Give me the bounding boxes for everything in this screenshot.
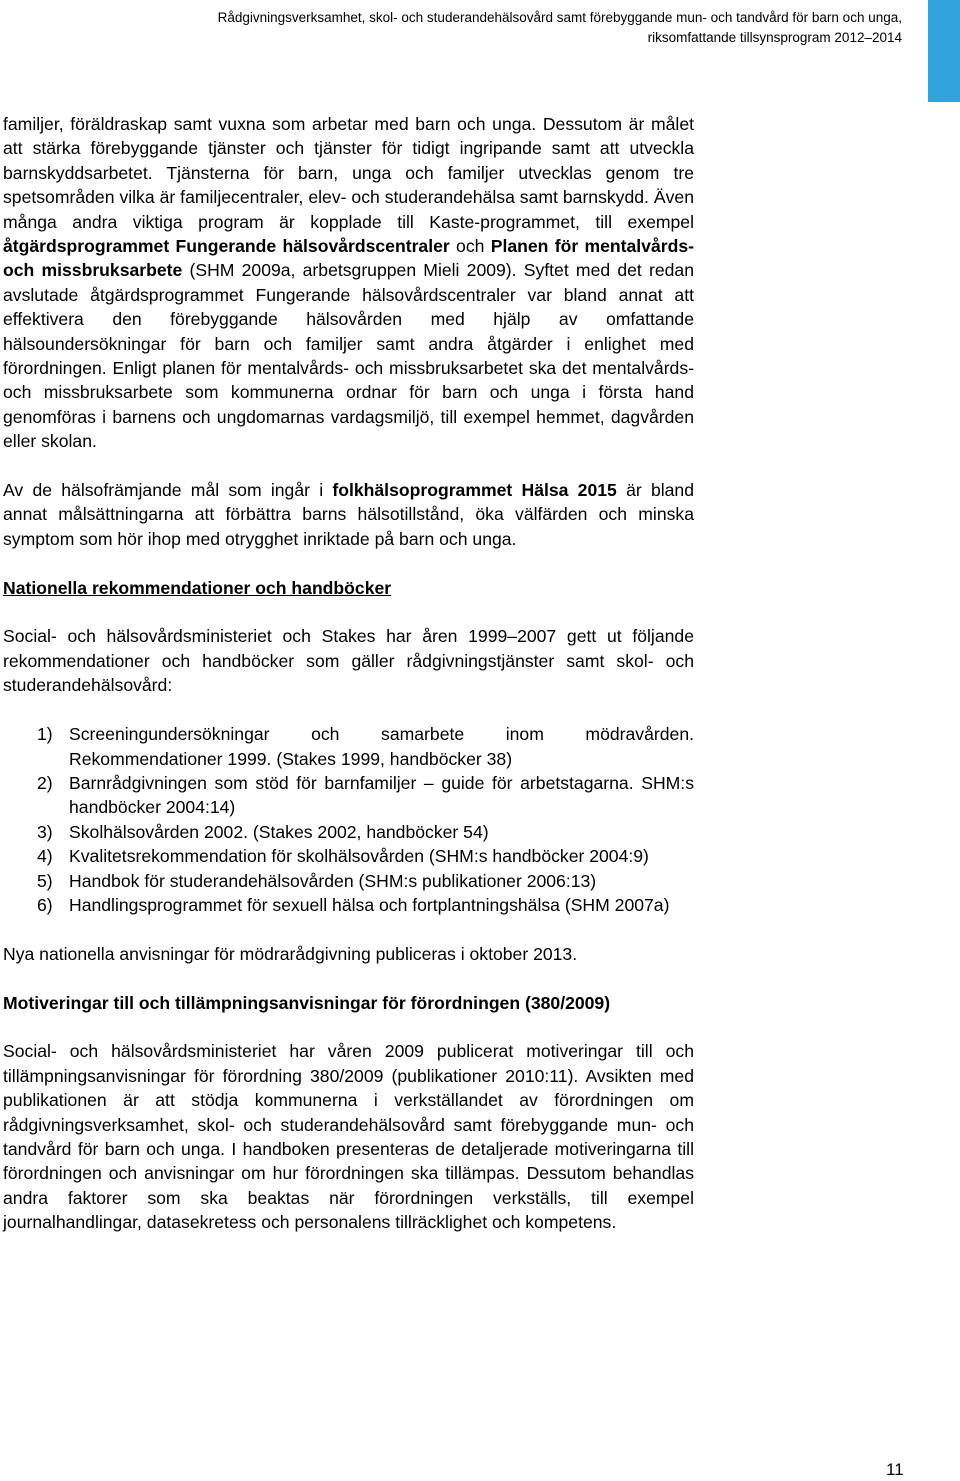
paragraph-text: Av de hälsofrämjande mål som ingår i bbox=[3, 480, 333, 501]
list-item-number: 5) bbox=[37, 870, 53, 891]
section-heading-recommendations: Nationella rekommendationer och handböcker bbox=[3, 577, 392, 598]
list-item-number: 1) bbox=[37, 724, 53, 745]
paragraph-text: och bbox=[449, 236, 491, 257]
paragraph-text: familjer, föräldraskap samt vuxna som arbetar med barn och unga. Dessutom är målet att stärka förebyggande tjänster och tjänster för tidigt ingripande samt att utveckla barnskyddsarbetet. Tjänsterna för barn, unga och familjer utvecklas genom tre spetsområden vilka är familjecentraler, elev- och studerandehälsa samt barnskydd. Även många andra viktiga program är kopplade till Kaste-programmet, till exempel bbox=[3, 114, 694, 232]
bold-term: Planen för mentalvårds- och missbruksarbete bbox=[3, 236, 694, 281]
paragraph-text: (SHM 2009a, arbetsgruppen Mieli 2009). Syftet med det redan avslutade åtgärdsprogrammet Fungerande hälsovårdscentraler var bland annat att effektivera den förebyggande hälsovården med hjälp av omfattande hälsoundersökningar för barn och familjer samt andra åtgärder i enlighet med förordningen. Enligt planen för mentalvårds- och missbruksarbetet ska det mentalvårds- och missbruksarbete som kommunerna ordnar för barn och unga i första hand genomföras i barnens och ungdomarnas vardagsmiljö, till exempel hemmet, dagvården eller skolan. bbox=[3, 260, 694, 452]
list-item-number: 4) bbox=[37, 846, 53, 867]
list-item-number: 6) bbox=[37, 894, 53, 915]
section-heading-motivations: Motiveringar till och tillämpningsanvisningar för förordningen (380/2009) bbox=[3, 992, 611, 1013]
list-item-number: 3) bbox=[37, 821, 53, 842]
document-body bbox=[3, 112, 694, 1235]
paragraph-kaste-programme bbox=[3, 112, 694, 454]
list-item-text: Skolhälsovården 2002. (Stakes 2002, handböcker 54) bbox=[69, 821, 489, 842]
paragraph-public-health bbox=[3, 478, 694, 551]
header-title-line-2: riksomfattande tillsynsprogram 2012–2014 bbox=[647, 30, 902, 45]
list-item bbox=[3, 722, 694, 771]
paragraph-new-guidelines: Nya nationella anvisningar för mödrarådgivning publiceras i oktober 2013. bbox=[3, 943, 578, 964]
paragraph-text: är bland annat målsättningarna att förbättra barns hälsotillstånd, öka välfärden och minska symptom som hör ihop med otrygghet inriktade på barn och unga. bbox=[3, 480, 694, 549]
header-title-line-1: Rådgivningsverksamhet, skol- och studerandehälsovård samt förebyggande mun- och tandvård för barn och unga, bbox=[217, 10, 902, 25]
bold-term: folkhälsoprogrammet Hälsa 2015 bbox=[332, 480, 617, 501]
handbook-list bbox=[3, 722, 694, 917]
list-item-text: Barnrådgivningen som stöd för barnfamiljer – guide för arbetstagarna. SHM:s handböcker 2004:14) bbox=[69, 772, 694, 818]
page-header bbox=[42, 8, 902, 48]
list-item bbox=[3, 844, 694, 868]
bold-term: åtgärdsprogrammet Fungerande hälsovårdscentraler bbox=[3, 236, 450, 257]
list-item-text: Screeningundersökningar och samarbete inom mödravården. Rekommendationer 1999. (Stakes 1999, handböcker 38) bbox=[69, 724, 694, 769]
paragraph-recommendations-intro: Social- och hälsovårdsministeriet och Stakes har åren 1999–2007 gett ut följande rekommendationer och handböcker som gäller rådgivningstjänster samt skol- och studerandehälsovård: bbox=[3, 626, 694, 696]
list-item bbox=[3, 869, 694, 893]
list-item-number: 2) bbox=[37, 772, 53, 793]
paragraph-motivations: Social- och hälsovårdsministeriet har våren 2009 publicerat motiveringar till och tillämpningsanvisningar för förordning 380/2009 (publikationer 2010:11). Avsikten med publikationen är att stödja kommunerna i verkställandet av förordningen om rådgivningsverksamhet, skol- och studerandehälsovård samt förebyggande mun- och tandvård för barn och unga. I handboken presenteras de detaljerade motiveringarna till förordningen och anvisningar om hur förordningen ska tillämpas. Dessutom behandlas andra faktorer som ska beaktas när förordningen verkställs, till exempel journalhandlingar, datasekretess och personalens tillräcklighet och kompetens. bbox=[3, 1041, 694, 1233]
list-item-text: Kvalitetsrekommendation för skolhälsovården (SHM:s handböcker 2004:9) bbox=[69, 846, 649, 867]
list-item-text: Handlingsprogrammet för sexuell hälsa och fortplantningshälsa (SHM 2007a) bbox=[69, 894, 670, 915]
list-item-text: Handbok för studerandehälsovården (SHM:s publikationer 2006:13) bbox=[69, 870, 597, 891]
list-item bbox=[3, 893, 694, 917]
corner-accent-tab bbox=[928, 0, 960, 102]
list-item bbox=[3, 771, 694, 820]
list-item bbox=[3, 820, 694, 844]
page-number: 11 bbox=[886, 1460, 904, 1479]
